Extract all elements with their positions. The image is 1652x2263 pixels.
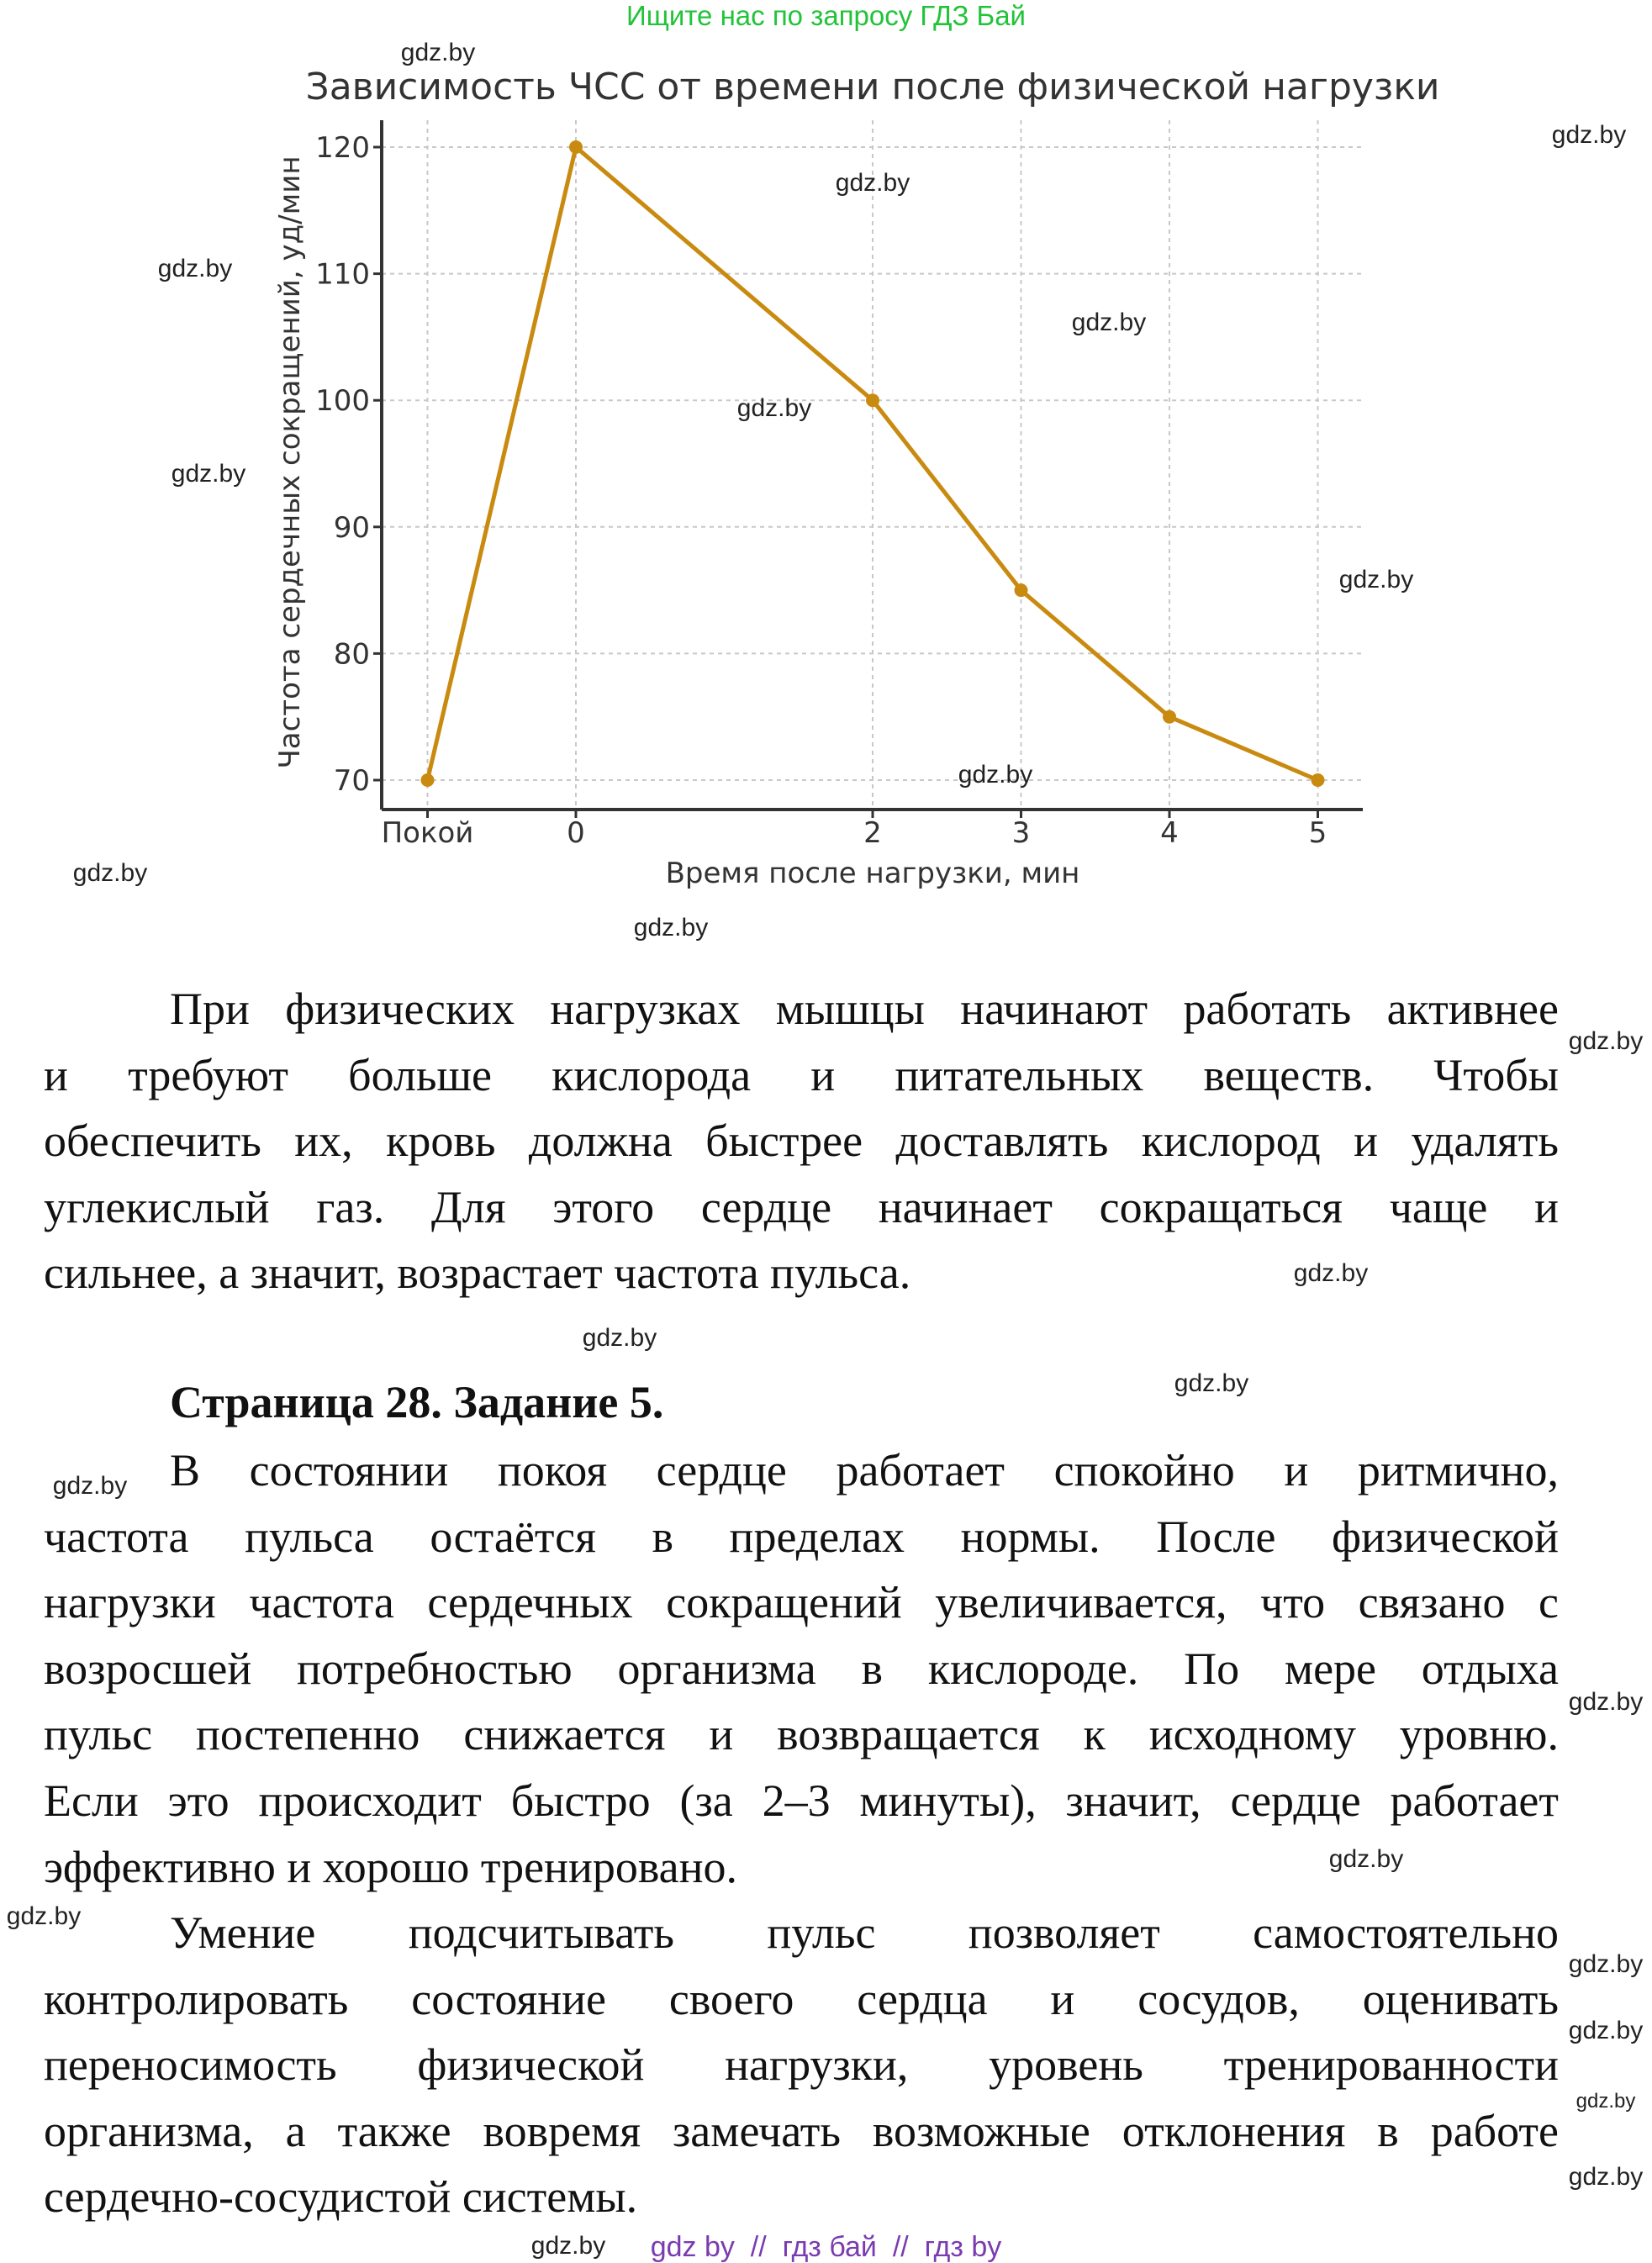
- paragraph-1: [44, 976, 1559, 1306]
- watermark: gdz.by: [1568, 1688, 1644, 1716]
- text-line: углекислый газ. Для этого сердце начинает сокращаться чаще и: [44, 1181, 1559, 1232]
- watermark: gdz.by: [736, 394, 812, 422]
- text-line: и требуют больше кислорода и питательных веществ. Чтобы: [44, 1049, 1559, 1100]
- watermark: gdz.by: [1568, 1027, 1644, 1055]
- watermark: gdz.by: [52, 1472, 128, 1500]
- y-tick-label: 70: [333, 764, 370, 798]
- watermark: gdz.by: [530, 2232, 606, 2260]
- watermark: gdz.by: [1293, 1259, 1369, 1287]
- data-point: [866, 393, 879, 407]
- text-line: пульс постепенно снижается и возвращается к исходному уровню.: [44, 1709, 1559, 1760]
- watermark: gdz.by: [171, 460, 246, 488]
- data-point: [1163, 710, 1176, 724]
- text-line: обеспечить их, кровь должна быстрее доставлять кислород и удалять: [44, 1116, 1559, 1167]
- y-tick-label: 100: [315, 384, 370, 419]
- text-line: возросшей потребностью организма в кислороде. По мере отдыха: [44, 1643, 1559, 1694]
- x-tick-label: 3: [1011, 816, 1031, 850]
- watermark: gdz.by: [157, 255, 233, 282]
- text-line: сердечно-сосудистой системы.: [44, 2171, 638, 2223]
- text-line: организма, а также вовремя замечать возможные отклонения в работе: [44, 2105, 1559, 2156]
- text-line: сильнее, а значит, возрастает частота пульса.: [44, 1248, 911, 1299]
- data-point: [1312, 773, 1325, 787]
- watermark: gdz.by: [1071, 309, 1147, 336]
- x-tick-label: 2: [863, 816, 882, 850]
- watermark: gdz.by: [835, 169, 910, 197]
- y-axis-label: Частота сердечных сокращений, уд/мин: [273, 156, 307, 769]
- chart-title: Зависимость ЧСС от времени после физической нагрузки: [305, 66, 1440, 108]
- x-tick-label: Покой: [381, 816, 474, 850]
- footer-links[interactable]: gdz by // гдз бай // гдз by: [650, 2231, 1002, 2263]
- text-line: Если это происходит быстро (за 2–3 минуты), значит, сердце работает: [44, 1775, 1559, 1826]
- x-axis-label: Время после нагрузки, мин: [665, 857, 1080, 890]
- x-tick-label: 5: [1308, 816, 1327, 850]
- text-line: При физических нагрузках мышцы начинают работать активнее: [170, 984, 1559, 1034]
- text-line: частота пульса остаётся в пределах нормы. После физической: [44, 1511, 1559, 1562]
- x-tick-label: 4: [1160, 816, 1179, 850]
- paragraph-2: [44, 1437, 1559, 1900]
- heart-rate-chart: [0, 0, 1652, 942]
- watermark: gdz.by: [1551, 121, 1627, 149]
- text-line: контролировать состояние своего сердца и сосудов, оценивать: [44, 1973, 1559, 2024]
- watermark: gdz.by: [6, 1902, 82, 1930]
- text-line: переносимость физической нагрузки, уровень тренированности: [44, 2039, 1559, 2091]
- watermark: gdz.by: [958, 761, 1033, 789]
- data-point: [1015, 583, 1028, 597]
- watermark: gdz.by: [633, 914, 709, 942]
- y-tick-label: 90: [333, 510, 370, 545]
- watermark: gdz.by: [1174, 1369, 1249, 1397]
- watermark: gdz.by: [1338, 566, 1414, 593]
- y-tick-label: 80: [333, 637, 370, 672]
- paragraph-3: [44, 1900, 1559, 2230]
- data-point: [421, 773, 435, 787]
- text-line: нагрузки частота сердечных сокращений увеличивается, что связано с: [44, 1577, 1559, 1628]
- text-line: эффективно и хорошо тренировано.: [44, 1841, 738, 1892]
- watermark: gdz.by: [1568, 2017, 1644, 2044]
- watermark: gdz.by: [1575, 2090, 1636, 2113]
- watermark: gdz.by: [400, 39, 476, 66]
- watermark: gdz.by: [72, 859, 148, 887]
- search-banner[interactable]: Ищите нас по запросу ГДЗ Бай: [626, 0, 1026, 31]
- watermark: gdz.by: [1328, 1845, 1404, 1873]
- task-heading: Страница 28. Задание 5.: [170, 1377, 664, 1427]
- y-tick-label: 120: [315, 131, 370, 165]
- data-point: [569, 140, 583, 154]
- watermark: gdz.by: [1568, 1950, 1644, 1978]
- text-line: Умение подсчитывать пульс позволяет самостоятельно: [170, 1907, 1559, 1958]
- watermark: gdz.by: [582, 1324, 657, 1352]
- x-tick-label: 0: [567, 816, 585, 850]
- watermark: gdz.by: [1568, 2163, 1644, 2191]
- text-line: В состоянии покоя сердце работает спокойно и ритмично,: [170, 1445, 1559, 1495]
- y-tick-label: 110: [315, 257, 370, 292]
